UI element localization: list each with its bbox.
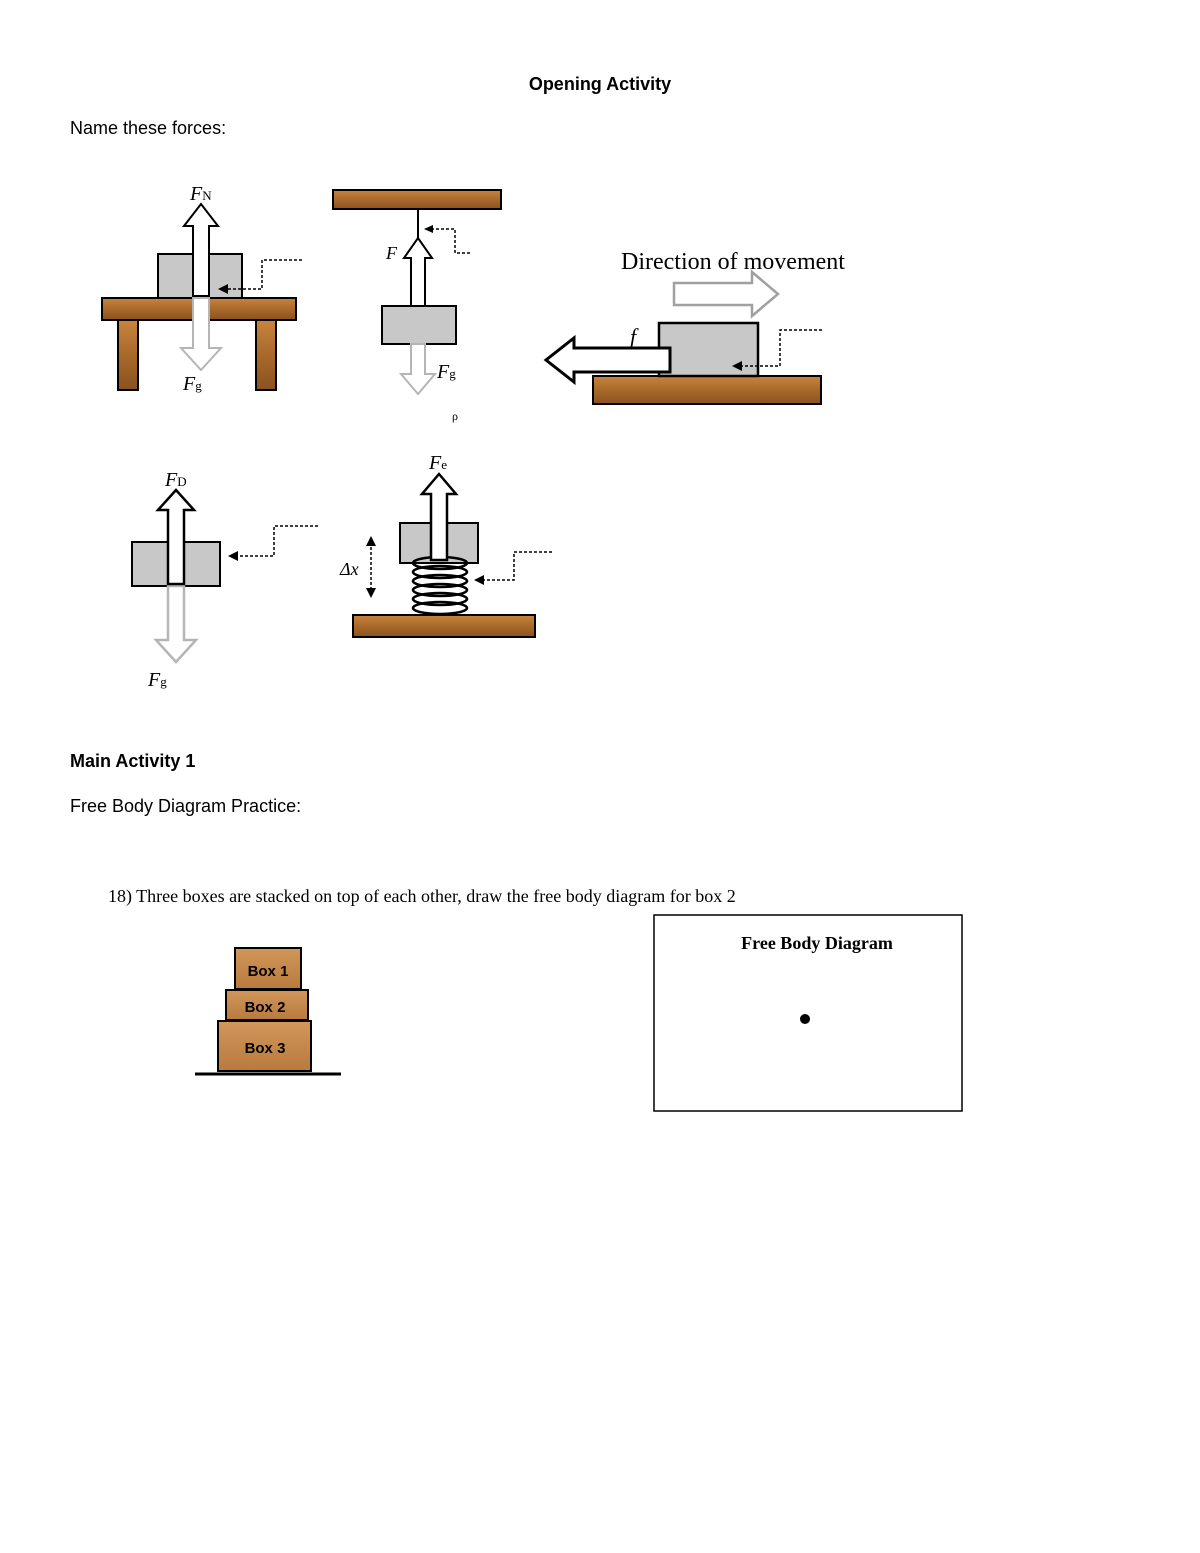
hanging-block [382, 306, 456, 344]
blank-pointer [236, 526, 318, 556]
instruction-text: Name these forces: [70, 118, 227, 138]
fbd-title: Free Body Diagram [741, 933, 893, 953]
movement-arrow [674, 272, 778, 316]
table-leg-right [256, 320, 276, 390]
free-body-diagram-frame [654, 915, 962, 1111]
gravity-label-hanging: Fg [437, 361, 456, 383]
spring-base [353, 615, 535, 637]
question-figures [0, 900, 1200, 1130]
friction-figure [546, 249, 845, 404]
tension-arrow [404, 238, 432, 306]
hanging-figure [333, 190, 501, 423]
sliding-block [659, 323, 758, 376]
table-leg-left [118, 320, 138, 390]
drag-force-label: FD [165, 469, 187, 491]
blank-pointer-head [424, 225, 433, 233]
friction-label: f [630, 324, 637, 349]
blank-pointer [482, 552, 552, 580]
spring-coil [413, 557, 467, 614]
table-figure [102, 183, 302, 395]
practice-label: Free Body Diagram Practice: [70, 796, 302, 816]
opening-figures [0, 0, 1200, 720]
question-18: 18) Three boxes are stacked on top of each other, draw the free body diagram for box 2 [108, 886, 736, 906]
displacement-label: Δx [340, 559, 359, 579]
main-activity-heading: Main Activity 1 [70, 751, 196, 771]
blank-pointer-head [474, 575, 484, 585]
ceiling-beam [333, 190, 501, 209]
blank-pointer [430, 229, 470, 253]
box-1-label: Box 1 [247, 963, 289, 980]
stacked-boxes [195, 948, 341, 1074]
direction-of-movement-label: Direction of movement [621, 249, 845, 275]
drag-figure [132, 469, 318, 691]
fbd-point [800, 1014, 810, 1024]
blank-pointer-head [228, 551, 238, 561]
gravity-label-drag: Fg [148, 669, 167, 691]
tension-label: F [386, 243, 397, 263]
box-2-label: Box 2 [244, 999, 286, 1016]
page-title: Opening Activity [528, 74, 672, 94]
spring-figure [339, 452, 552, 637]
floor [593, 376, 821, 404]
box-3-label: Box 3 [244, 1040, 286, 1057]
gravity-arrow-drag [156, 586, 196, 662]
gravity-arrow-hanging [401, 344, 435, 394]
stray-mark: ρ [452, 409, 458, 423]
normal-force-label: FN [190, 183, 212, 205]
elastic-force-label: Fe [429, 452, 447, 474]
gravity-force-label: Fg [183, 373, 202, 395]
